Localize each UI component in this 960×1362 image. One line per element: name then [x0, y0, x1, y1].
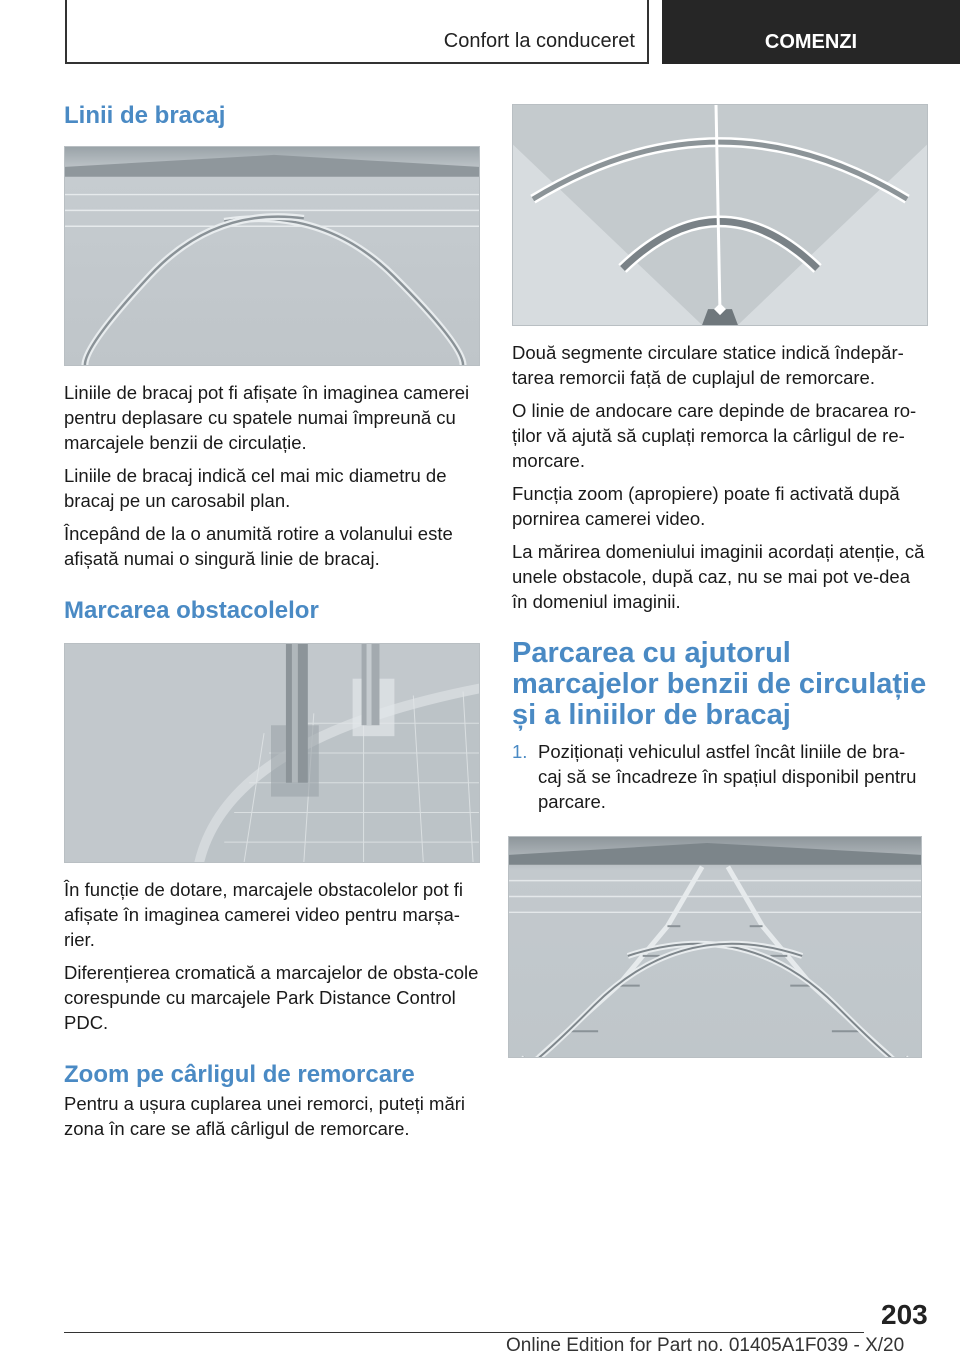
footer-divider [64, 1332, 864, 1333]
hitch-view-image [512, 104, 928, 326]
hitch-zoom-paragraph-1: Pentru a ușura cuplarea unei remorci, puteți mări zona în care se află cârligul de remorcare. [64, 1093, 466, 1139]
turning-lines-paragraph-2: Liniile de bracaj indică cel mai mic diametru de bracaj pe un carosabil plan. [64, 465, 447, 511]
hitch-paragraph-3: Funcția zoom (apropiere) poate fi activată după pornirea camerei video. [512, 483, 900, 529]
section-title-parking: Parcarea cu ajutorul marcajelor benzii de circulație și a liniilor de bracaj [512, 637, 927, 731]
step-1 [512, 739, 928, 814]
section-title-obstacle-markers: Marcarea obstacolelor [64, 597, 319, 624]
turning-lines-image [64, 146, 480, 366]
obstacle-markers-paragraph-2: Diferențierea cromatică a marcajelor de obsta-cole corespunde cu marcajele Park Distance Control PDC. [64, 962, 479, 1033]
hitch-paragraph-2: O linie de andocare care depinde de bracarea ro-ților vă ajută să cuplați remorca la cârligul de re-morcare. [512, 400, 917, 471]
obstacle-markers-paragraph-1: În funcție de dotare, marcajele obstacolelor pot fi afișate în imaginea camerei video pentru marșa-rier. [64, 879, 464, 950]
hitch-paragraph-1: Două segmente circulare statice indică îndepăr-tarea remorcii față de cuplajul de remorcare. [512, 342, 904, 388]
hitch-paragraph-4: La mărirea domeniului imaginii acordați atenție, că unele obstacole, după caz, nu se mai pot ve-dea în domeniul imaginii. [512, 541, 925, 612]
turning-lines-paragraph-3: Începând de la o anumită rotire a volanului este afișată numai o singură linie de bracaj. [64, 523, 453, 569]
turning-lines-paragraph-1: Liniile de bracaj pot fi afișate în imaginea camerei pentru deplasare cu spatele numai împreună cu marcajele benzii de circulație. [64, 382, 470, 453]
footer-edition: Online Edition for Part no. 01405A1F039 - X/20 [506, 1335, 905, 1356]
obstacle-markers-image [64, 643, 480, 863]
header-title: Confort la conduceret [443, 30, 635, 52]
right-column [512, 104, 928, 1058]
parking-lines-image [508, 836, 922, 1058]
left-column [64, 100, 480, 1149]
step-1-number: 1. [512, 741, 528, 762]
header-tab-comenzi[interactable]: COMENZI [662, 0, 960, 64]
step-1-text: Poziționați vehiculul astfel încât liniile de bra-caj să se încadreze în spațiul disponibil pentru parcare. [538, 741, 917, 812]
header-box [65, 0, 649, 64]
section-title-hitch-zoom: Zoom pe cârligul de remorcare [64, 1061, 415, 1088]
section-title-turning-lines: Linii de bracaj [64, 102, 226, 129]
page-number: 203 [881, 1299, 928, 1330]
